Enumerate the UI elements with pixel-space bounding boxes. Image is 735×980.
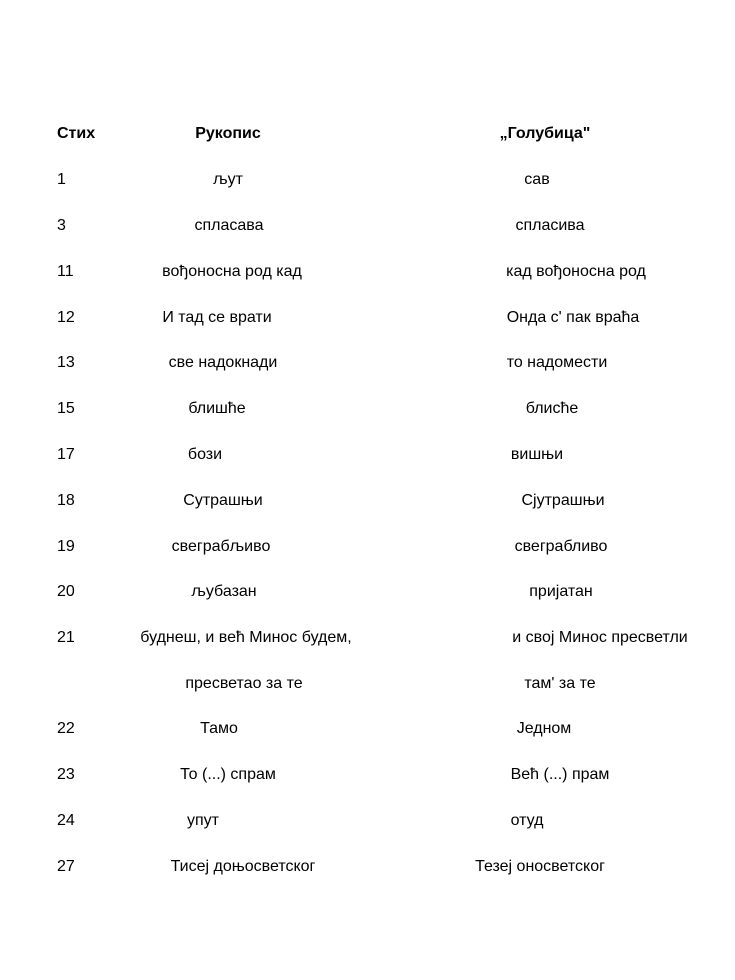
golubica-reading: вишњи xyxy=(510,446,564,463)
golubica-reading: сав xyxy=(524,171,550,188)
manuscript-reading: буднеш, и већ Минос будем, xyxy=(140,629,352,646)
golubica-reading: там' за те xyxy=(524,675,596,692)
golubica-reading: свеграбливо xyxy=(514,538,608,555)
golubica-reading: блисће xyxy=(525,400,579,417)
verse-number: 21 xyxy=(57,629,75,646)
verse-number: 19 xyxy=(57,538,75,555)
golubica-reading: Тезеј оносветског xyxy=(475,858,605,875)
verse-number: 24 xyxy=(57,812,75,829)
golubica-reading: пријатан xyxy=(529,583,593,600)
manuscript-reading: И тад се врати xyxy=(162,309,272,326)
verse-number: 27 xyxy=(57,858,75,875)
manuscript-reading: љут xyxy=(213,171,243,188)
column-header-golubica: „Голубица" xyxy=(499,125,591,142)
manuscript-reading: спласава xyxy=(194,217,264,234)
manuscript-reading: свеграбљиво xyxy=(171,538,271,555)
verse-number: 23 xyxy=(57,766,75,783)
manuscript-reading: љубазан xyxy=(191,583,257,600)
manuscript-reading: све надокнади xyxy=(168,354,278,371)
verse-number: 11 xyxy=(57,263,74,280)
manuscript-reading: Сутрашњи xyxy=(183,492,263,509)
verse-number: 20 xyxy=(57,583,75,600)
golubica-reading: то надомести xyxy=(506,354,608,371)
manuscript-reading: бози xyxy=(187,446,223,463)
golubica-reading: отуд xyxy=(510,812,544,829)
manuscript-reading: Тамо xyxy=(200,720,238,737)
verse-number: 3 xyxy=(57,217,66,234)
verse-number: 1 xyxy=(57,171,66,188)
verse-number: 13 xyxy=(57,354,75,371)
verse-number: 17 xyxy=(57,446,75,463)
golubica-reading: Сјутрашњи xyxy=(521,492,605,509)
manuscript-reading: То (...) спрам xyxy=(180,766,276,783)
column-header-verse: Стих xyxy=(57,125,96,142)
manuscript-reading: упут xyxy=(187,812,219,829)
manuscript-reading: вођоносна род кад xyxy=(162,263,302,280)
golubica-reading: Једном xyxy=(516,720,572,737)
manuscript-reading: пресветао за те xyxy=(185,675,303,692)
verse-number: 18 xyxy=(57,492,75,509)
verse-number: 12 xyxy=(57,309,75,326)
manuscript-reading: блишће xyxy=(188,400,246,417)
golubica-reading: спласива xyxy=(515,217,585,234)
golubica-reading: Већ (...) прам xyxy=(510,766,610,783)
golubica-reading: и свој Минос пресветли xyxy=(512,629,688,646)
verse-number: 15 xyxy=(57,400,75,417)
golubica-reading: Онда с' пак враћа xyxy=(506,309,640,326)
golubica-reading: кад вођоносна род xyxy=(506,263,646,280)
column-header-manuscript: Рукопис xyxy=(195,125,261,142)
manuscript-reading: Тисеј доњосветског xyxy=(170,858,316,875)
verse-number: 22 xyxy=(57,720,75,737)
